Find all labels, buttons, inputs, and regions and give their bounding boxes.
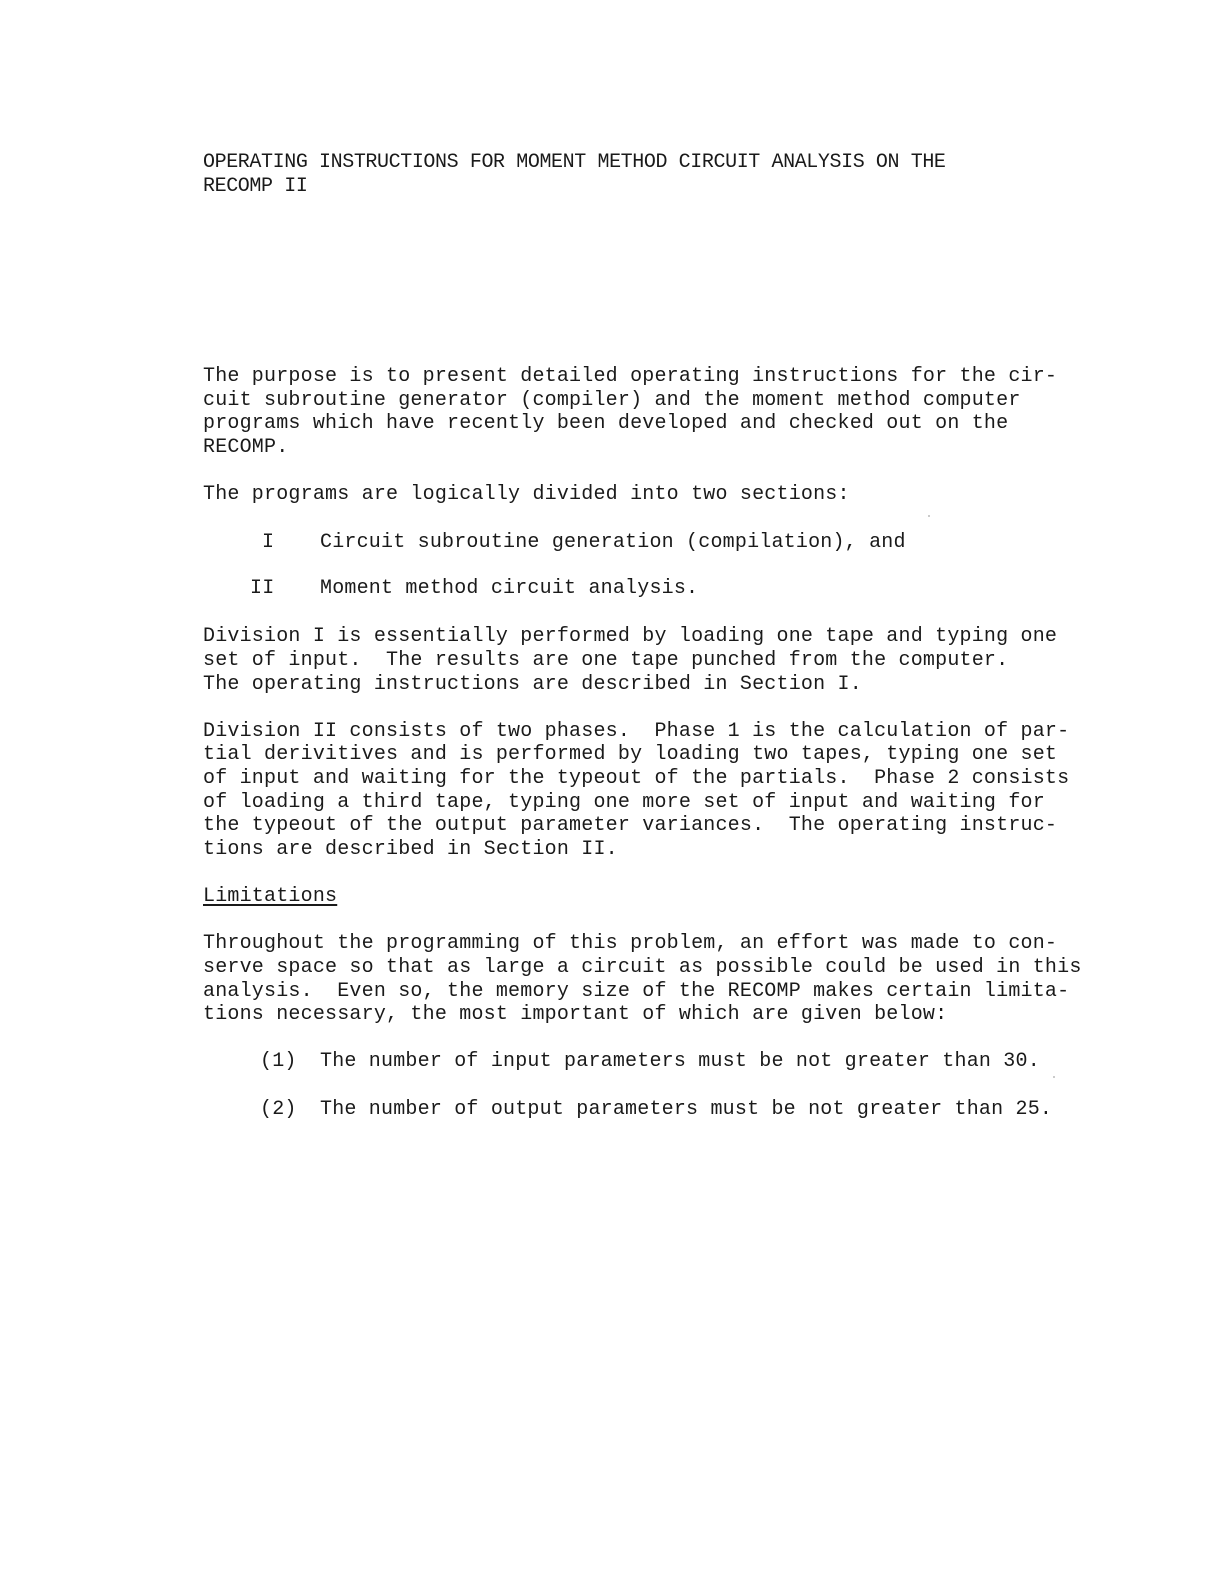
paragraph-line: tions are described in Section II. xyxy=(203,838,618,861)
paragraph-line: cuit subroutine generator (compiler) and the moment method computer xyxy=(203,389,1021,412)
paragraph-line: Division I is essentially performed by loading one tape and typing one xyxy=(203,625,1058,648)
list-item-number: (2) xyxy=(260,1098,297,1121)
limitations-heading: Limitations xyxy=(203,885,338,908)
paragraph-line: tial derivitives and is performed by loading two tapes, typing one set xyxy=(203,743,1058,766)
list-item-text: The number of output parameters must be not greater than 25. xyxy=(320,1098,1053,1121)
paragraph-line: The purpose is to present detailed operating instructions for the cir- xyxy=(203,365,1058,388)
list-item-text: The number of input parameters must be not greater than 30. xyxy=(320,1050,1040,1073)
list-item-number: II xyxy=(250,577,275,600)
paragraph-line: set of input. The results are one tape punched from the computer. xyxy=(203,649,1009,672)
list-item-number: I xyxy=(262,531,275,554)
paragraph-line: serve space so that as large a circuit as possible could be used in this xyxy=(203,956,1082,979)
paragraph-line: of loading a third tape, typing one more set of input and waiting for xyxy=(203,791,1045,814)
paragraph-line: the typeout of the output parameter variances. The operating instruc- xyxy=(203,814,1058,837)
scan-speck xyxy=(928,515,930,517)
paragraph-line: analysis. Even so, the memory size of the RECOMP makes certain limita- xyxy=(203,980,1070,1003)
paragraph-line: programs which have recently been developed and checked out on the xyxy=(203,412,1009,435)
scan-speck xyxy=(1053,1076,1055,1078)
paragraph-line: tions necessary, the most important of which are given below: xyxy=(203,1003,948,1026)
paragraph-line: RECOMP. xyxy=(203,436,289,459)
paragraph-line: Throughout the programming of this problem, an effort was made to con- xyxy=(203,932,1058,955)
title-line: OPERATING INSTRUCTIONS FOR MOMENT METHOD CIRCUIT ANALYSIS ON THE xyxy=(203,151,946,174)
title-line: RECOMP II xyxy=(203,175,308,198)
paragraph-line: of input and waiting for the typeout of the partials. Phase 2 consists xyxy=(203,767,1070,790)
list-item-text: Moment method circuit analysis. xyxy=(320,577,699,600)
paragraph-line: The operating instructions are described in Section I. xyxy=(203,673,862,696)
sections-intro: The programs are logically divided into two sections: xyxy=(203,483,850,506)
list-item-text: Circuit subroutine generation (compilation), and xyxy=(320,531,906,554)
paragraph-line: Division II consists of two phases. Phase 1 is the calculation of par- xyxy=(203,720,1070,743)
list-item-number: (1) xyxy=(260,1050,297,1073)
